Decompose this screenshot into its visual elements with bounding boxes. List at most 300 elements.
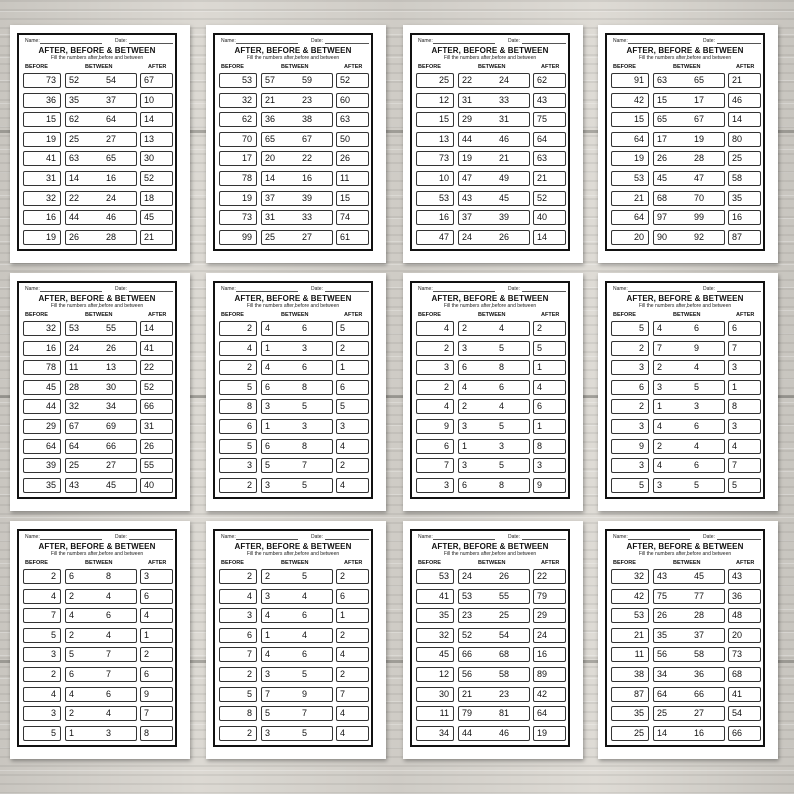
between-answer-box[interactable]	[653, 458, 725, 473]
before-answer-box[interactable]: 16	[416, 210, 454, 225]
between-answer-box[interactable]	[65, 73, 137, 88]
after-answer-box[interactable]: 4	[140, 608, 173, 623]
after-answer-box[interactable]: 14	[140, 321, 173, 336]
after-answer-box[interactable]: 41	[140, 341, 173, 356]
after-answer-box[interactable]: 4	[336, 647, 369, 662]
after-answer-box[interactable]: 67	[140, 73, 173, 88]
before-answer-box[interactable]: 10	[416, 171, 454, 186]
between-answer-box[interactable]	[65, 419, 137, 434]
before-answer-box[interactable]: 21	[611, 628, 649, 643]
after-answer-box[interactable]: 24	[533, 628, 566, 643]
before-answer-box[interactable]: 8	[219, 399, 257, 414]
between-answer-box[interactable]	[458, 93, 530, 108]
after-answer-box[interactable]: 4	[336, 726, 369, 741]
after-answer-box[interactable]: 3	[728, 419, 761, 434]
before-answer-box[interactable]: 2	[23, 667, 61, 682]
after-answer-box[interactable]: 21	[140, 230, 173, 245]
before-answer-box[interactable]: 41	[416, 589, 454, 604]
before-answer-box[interactable]: 15	[416, 112, 454, 127]
before-answer-box[interactable]: 4	[23, 589, 61, 604]
before-answer-box[interactable]: 3	[611, 458, 649, 473]
before-answer-box[interactable]: 3	[219, 608, 257, 623]
between-answer-box[interactable]	[261, 321, 333, 336]
between-answer-box[interactable]	[261, 589, 333, 604]
between-answer-box[interactable]	[653, 589, 725, 604]
between-answer-box[interactable]	[458, 191, 530, 206]
after-answer-box[interactable]: 21	[533, 171, 566, 186]
between-answer-box[interactable]	[653, 399, 725, 414]
between-answer-box[interactable]	[261, 419, 333, 434]
between-answer-box[interactable]	[261, 360, 333, 375]
between-answer-box[interactable]	[261, 151, 333, 166]
between-answer-box[interactable]	[458, 706, 530, 721]
after-answer-box[interactable]: 80	[728, 132, 761, 147]
after-answer-box[interactable]: 2	[140, 647, 173, 662]
after-answer-box[interactable]: 4	[728, 439, 761, 454]
before-answer-box[interactable]: 5	[23, 628, 61, 643]
before-answer-box[interactable]: 19	[611, 151, 649, 166]
between-answer-box[interactable]	[653, 628, 725, 643]
before-answer-box[interactable]: 42	[611, 589, 649, 604]
after-answer-box[interactable]: 14	[140, 112, 173, 127]
before-answer-box[interactable]: 9	[611, 439, 649, 454]
after-answer-box[interactable]: 89	[533, 667, 566, 682]
after-answer-box[interactable]: 62	[533, 73, 566, 88]
between-answer-box[interactable]	[458, 112, 530, 127]
before-answer-box[interactable]: 47	[416, 230, 454, 245]
after-answer-box[interactable]: 1	[336, 360, 369, 375]
after-answer-box[interactable]: 7	[336, 687, 369, 702]
between-answer-box[interactable]	[65, 93, 137, 108]
before-answer-box[interactable]: 5	[611, 321, 649, 336]
before-answer-box[interactable]: 87	[611, 687, 649, 702]
after-answer-box[interactable]: 61	[336, 230, 369, 245]
between-answer-box[interactable]	[653, 726, 725, 741]
before-answer-box[interactable]: 5	[23, 726, 61, 741]
after-answer-box[interactable]: 52	[140, 380, 173, 395]
after-answer-box[interactable]: 74	[336, 210, 369, 225]
after-answer-box[interactable]: 4	[336, 706, 369, 721]
after-answer-box[interactable]: 2	[336, 569, 369, 584]
before-answer-box[interactable]: 4	[416, 321, 454, 336]
before-answer-box[interactable]: 73	[416, 151, 454, 166]
between-answer-box[interactable]	[458, 439, 530, 454]
after-answer-box[interactable]: 9	[533, 478, 566, 493]
between-answer-box[interactable]	[458, 458, 530, 473]
before-answer-box[interactable]: 62	[219, 112, 257, 127]
before-answer-box[interactable]: 3	[416, 360, 454, 375]
between-answer-box[interactable]	[65, 191, 137, 206]
after-answer-box[interactable]: 22	[533, 569, 566, 584]
after-answer-box[interactable]: 31	[140, 419, 173, 434]
after-answer-box[interactable]: 5	[336, 321, 369, 336]
after-answer-box[interactable]: 58	[728, 171, 761, 186]
after-answer-box[interactable]: 20	[728, 628, 761, 643]
before-answer-box[interactable]: 6	[416, 439, 454, 454]
after-answer-box[interactable]: 46	[728, 93, 761, 108]
after-answer-box[interactable]: 16	[728, 210, 761, 225]
before-answer-box[interactable]: 15	[23, 112, 61, 127]
between-answer-box[interactable]	[458, 478, 530, 493]
between-answer-box[interactable]	[65, 321, 137, 336]
between-answer-box[interactable]	[653, 419, 725, 434]
before-answer-box[interactable]: 53	[416, 569, 454, 584]
before-answer-box[interactable]: 34	[416, 726, 454, 741]
before-answer-box[interactable]: 19	[23, 230, 61, 245]
before-answer-box[interactable]: 2	[416, 341, 454, 356]
between-answer-box[interactable]	[458, 667, 530, 682]
after-answer-box[interactable]: 2	[336, 458, 369, 473]
before-answer-box[interactable]: 2	[611, 399, 649, 414]
after-answer-box[interactable]: 40	[140, 478, 173, 493]
before-answer-box[interactable]: 2	[219, 667, 257, 682]
before-answer-box[interactable]: 36	[23, 93, 61, 108]
between-answer-box[interactable]	[458, 589, 530, 604]
between-answer-box[interactable]	[653, 112, 725, 127]
before-answer-box[interactable]: 35	[416, 608, 454, 623]
before-answer-box[interactable]: 32	[611, 569, 649, 584]
after-answer-box[interactable]: 1	[336, 608, 369, 623]
between-answer-box[interactable]	[261, 341, 333, 356]
after-answer-box[interactable]: 41	[728, 687, 761, 702]
between-answer-box[interactable]	[653, 380, 725, 395]
before-answer-box[interactable]: 2	[219, 478, 257, 493]
between-answer-box[interactable]	[261, 230, 333, 245]
between-answer-box[interactable]	[261, 73, 333, 88]
after-answer-box[interactable]: 4	[336, 478, 369, 493]
before-answer-box[interactable]: 78	[219, 171, 257, 186]
after-answer-box[interactable]: 66	[140, 399, 173, 414]
after-answer-box[interactable]: 14	[728, 112, 761, 127]
before-answer-box[interactable]: 6	[219, 628, 257, 643]
before-answer-box[interactable]: 64	[23, 439, 61, 454]
after-answer-box[interactable]: 36	[728, 589, 761, 604]
after-answer-box[interactable]: 52	[336, 73, 369, 88]
after-answer-box[interactable]: 21	[728, 73, 761, 88]
between-answer-box[interactable]	[458, 341, 530, 356]
before-answer-box[interactable]: 53	[611, 171, 649, 186]
before-answer-box[interactable]: 38	[611, 667, 649, 682]
before-answer-box[interactable]: 78	[23, 360, 61, 375]
before-answer-box[interactable]: 2	[219, 569, 257, 584]
between-answer-box[interactable]	[261, 726, 333, 741]
between-answer-box[interactable]	[458, 132, 530, 147]
after-answer-box[interactable]: 25	[728, 151, 761, 166]
before-answer-box[interactable]: 15	[611, 112, 649, 127]
after-answer-box[interactable]: 22	[140, 360, 173, 375]
between-answer-box[interactable]	[458, 647, 530, 662]
after-answer-box[interactable]: 52	[140, 171, 173, 186]
after-answer-box[interactable]: 2	[336, 667, 369, 682]
before-answer-box[interactable]: 31	[23, 171, 61, 186]
before-answer-box[interactable]: 17	[219, 151, 257, 166]
between-answer-box[interactable]	[65, 230, 137, 245]
before-answer-box[interactable]: 5	[611, 478, 649, 493]
between-answer-box[interactable]	[653, 706, 725, 721]
between-answer-box[interactable]	[65, 726, 137, 741]
after-answer-box[interactable]: 6	[140, 589, 173, 604]
between-answer-box[interactable]	[65, 151, 137, 166]
after-answer-box[interactable]: 16	[533, 647, 566, 662]
before-answer-box[interactable]: 25	[416, 73, 454, 88]
after-answer-box[interactable]: 63	[336, 112, 369, 127]
between-answer-box[interactable]	[65, 706, 137, 721]
between-answer-box[interactable]	[261, 380, 333, 395]
between-answer-box[interactable]	[653, 360, 725, 375]
between-answer-box[interactable]	[653, 93, 725, 108]
between-answer-box[interactable]	[653, 191, 725, 206]
between-answer-box[interactable]	[458, 360, 530, 375]
between-answer-box[interactable]	[458, 569, 530, 584]
before-answer-box[interactable]: 35	[611, 706, 649, 721]
after-answer-box[interactable]: 43	[728, 569, 761, 584]
before-answer-box[interactable]: 3	[23, 706, 61, 721]
between-answer-box[interactable]	[65, 628, 137, 643]
before-answer-box[interactable]: 5	[219, 439, 257, 454]
before-answer-box[interactable]: 64	[611, 132, 649, 147]
between-answer-box[interactable]	[653, 439, 725, 454]
before-answer-box[interactable]: 91	[611, 73, 649, 88]
between-answer-box[interactable]	[261, 132, 333, 147]
after-answer-box[interactable]: 35	[728, 191, 761, 206]
after-answer-box[interactable]: 52	[533, 191, 566, 206]
after-answer-box[interactable]: 18	[140, 191, 173, 206]
before-answer-box[interactable]: 42	[611, 93, 649, 108]
before-answer-box[interactable]: 6	[611, 380, 649, 395]
after-answer-box[interactable]: 60	[336, 93, 369, 108]
after-answer-box[interactable]: 43	[533, 93, 566, 108]
before-answer-box[interactable]: 2	[219, 726, 257, 741]
before-answer-box[interactable]: 4	[219, 589, 257, 604]
before-answer-box[interactable]: 3	[611, 419, 649, 434]
before-answer-box[interactable]: 6	[219, 419, 257, 434]
after-answer-box[interactable]: 5	[533, 341, 566, 356]
after-answer-box[interactable]: 79	[533, 589, 566, 604]
between-answer-box[interactable]	[653, 341, 725, 356]
before-answer-box[interactable]: 30	[416, 687, 454, 702]
before-answer-box[interactable]: 11	[416, 706, 454, 721]
after-answer-box[interactable]: 2	[336, 341, 369, 356]
before-answer-box[interactable]: 41	[23, 151, 61, 166]
after-answer-box[interactable]: 15	[336, 191, 369, 206]
before-answer-box[interactable]: 25	[611, 726, 649, 741]
before-answer-box[interactable]: 32	[416, 628, 454, 643]
between-answer-box[interactable]	[65, 569, 137, 584]
before-answer-box[interactable]: 2	[416, 380, 454, 395]
after-answer-box[interactable]: 7	[140, 706, 173, 721]
between-answer-box[interactable]	[458, 230, 530, 245]
between-answer-box[interactable]	[653, 667, 725, 682]
between-answer-box[interactable]	[65, 360, 137, 375]
after-answer-box[interactable]: 10	[140, 93, 173, 108]
between-answer-box[interactable]	[458, 73, 530, 88]
between-answer-box[interactable]	[458, 608, 530, 623]
after-answer-box[interactable]: 6	[336, 589, 369, 604]
after-answer-box[interactable]: 73	[728, 647, 761, 662]
between-answer-box[interactable]	[65, 667, 137, 682]
after-answer-box[interactable]: 8	[140, 726, 173, 741]
after-answer-box[interactable]: 66	[728, 726, 761, 741]
after-answer-box[interactable]: 75	[533, 112, 566, 127]
between-answer-box[interactable]	[65, 132, 137, 147]
after-answer-box[interactable]: 63	[533, 151, 566, 166]
after-answer-box[interactable]: 26	[336, 151, 369, 166]
after-answer-box[interactable]: 1	[728, 380, 761, 395]
between-answer-box[interactable]	[458, 419, 530, 434]
between-answer-box[interactable]	[261, 112, 333, 127]
before-answer-box[interactable]: 32	[23, 191, 61, 206]
after-answer-box[interactable]: 19	[533, 726, 566, 741]
between-answer-box[interactable]	[65, 439, 137, 454]
between-answer-box[interactable]	[261, 399, 333, 414]
between-answer-box[interactable]	[653, 151, 725, 166]
before-answer-box[interactable]: 2	[23, 569, 61, 584]
before-answer-box[interactable]: 53	[611, 608, 649, 623]
after-answer-box[interactable]: 64	[533, 706, 566, 721]
between-answer-box[interactable]	[653, 132, 725, 147]
before-answer-box[interactable]: 2	[219, 321, 257, 336]
before-answer-box[interactable]: 5	[219, 687, 257, 702]
between-answer-box[interactable]	[653, 569, 725, 584]
between-answer-box[interactable]	[458, 171, 530, 186]
between-answer-box[interactable]	[261, 687, 333, 702]
between-answer-box[interactable]	[653, 73, 725, 88]
after-answer-box[interactable]: 7	[728, 458, 761, 473]
before-answer-box[interactable]: 3	[23, 647, 61, 662]
before-answer-box[interactable]: 2	[611, 341, 649, 356]
between-answer-box[interactable]	[261, 171, 333, 186]
between-answer-box[interactable]	[65, 608, 137, 623]
before-answer-box[interactable]: 8	[219, 706, 257, 721]
after-answer-box[interactable]: 3	[336, 419, 369, 434]
between-answer-box[interactable]	[261, 210, 333, 225]
before-answer-box[interactable]: 19	[219, 191, 257, 206]
before-answer-box[interactable]: 13	[416, 132, 454, 147]
between-answer-box[interactable]	[261, 191, 333, 206]
after-answer-box[interactable]: 5	[728, 478, 761, 493]
between-answer-box[interactable]	[65, 399, 137, 414]
after-answer-box[interactable]: 6	[533, 399, 566, 414]
after-answer-box[interactable]: 7	[728, 341, 761, 356]
after-answer-box[interactable]: 14	[533, 230, 566, 245]
after-answer-box[interactable]: 48	[728, 608, 761, 623]
between-answer-box[interactable]	[261, 667, 333, 682]
after-answer-box[interactable]: 42	[533, 687, 566, 702]
between-answer-box[interactable]	[261, 569, 333, 584]
between-answer-box[interactable]	[653, 210, 725, 225]
after-answer-box[interactable]: 5	[336, 399, 369, 414]
between-answer-box[interactable]	[458, 726, 530, 741]
before-answer-box[interactable]: 70	[219, 132, 257, 147]
after-answer-box[interactable]: 2	[533, 321, 566, 336]
after-answer-box[interactable]: 1	[533, 360, 566, 375]
after-answer-box[interactable]: 87	[728, 230, 761, 245]
before-answer-box[interactable]: 12	[416, 93, 454, 108]
after-answer-box[interactable]: 30	[140, 151, 173, 166]
after-answer-box[interactable]: 11	[336, 171, 369, 186]
before-answer-box[interactable]: 73	[219, 210, 257, 225]
before-answer-box[interactable]: 12	[416, 667, 454, 682]
before-answer-box[interactable]: 3	[219, 458, 257, 473]
before-answer-box[interactable]: 7	[219, 647, 257, 662]
before-answer-box[interactable]: 19	[23, 132, 61, 147]
between-answer-box[interactable]	[653, 321, 725, 336]
before-answer-box[interactable]: 5	[219, 380, 257, 395]
between-answer-box[interactable]	[65, 647, 137, 662]
before-answer-box[interactable]: 44	[23, 399, 61, 414]
before-answer-box[interactable]: 4	[416, 399, 454, 414]
between-answer-box[interactable]	[65, 112, 137, 127]
between-answer-box[interactable]	[458, 210, 530, 225]
between-answer-box[interactable]	[261, 478, 333, 493]
after-answer-box[interactable]: 68	[728, 667, 761, 682]
before-answer-box[interactable]: 4	[219, 341, 257, 356]
before-answer-box[interactable]: 9	[416, 419, 454, 434]
after-answer-box[interactable]: 1	[533, 419, 566, 434]
before-answer-box[interactable]: 64	[611, 210, 649, 225]
after-answer-box[interactable]: 26	[140, 439, 173, 454]
before-answer-box[interactable]: 29	[23, 419, 61, 434]
between-answer-box[interactable]	[653, 171, 725, 186]
between-answer-box[interactable]	[458, 321, 530, 336]
between-answer-box[interactable]	[261, 628, 333, 643]
before-answer-box[interactable]: 4	[23, 687, 61, 702]
before-answer-box[interactable]: 53	[219, 73, 257, 88]
before-answer-box[interactable]: 20	[611, 230, 649, 245]
between-answer-box[interactable]	[65, 589, 137, 604]
before-answer-box[interactable]: 11	[611, 647, 649, 662]
after-answer-box[interactable]: 45	[140, 210, 173, 225]
after-answer-box[interactable]: 3	[533, 458, 566, 473]
before-answer-box[interactable]: 53	[416, 191, 454, 206]
after-answer-box[interactable]: 3	[140, 569, 173, 584]
after-answer-box[interactable]: 50	[336, 132, 369, 147]
before-answer-box[interactable]: 3	[416, 478, 454, 493]
before-answer-box[interactable]: 35	[23, 478, 61, 493]
before-answer-box[interactable]: 21	[611, 191, 649, 206]
after-answer-box[interactable]: 54	[728, 706, 761, 721]
after-answer-box[interactable]: 40	[533, 210, 566, 225]
between-answer-box[interactable]	[458, 399, 530, 414]
before-answer-box[interactable]: 16	[23, 210, 61, 225]
between-answer-box[interactable]	[65, 478, 137, 493]
before-answer-box[interactable]: 16	[23, 341, 61, 356]
after-answer-box[interactable]: 8	[728, 399, 761, 414]
between-answer-box[interactable]	[261, 93, 333, 108]
between-answer-box[interactable]	[65, 171, 137, 186]
before-answer-box[interactable]: 2	[219, 360, 257, 375]
before-answer-box[interactable]: 45	[416, 647, 454, 662]
after-answer-box[interactable]: 4	[336, 439, 369, 454]
after-answer-box[interactable]: 8	[533, 439, 566, 454]
between-answer-box[interactable]	[458, 380, 530, 395]
after-answer-box[interactable]: 4	[533, 380, 566, 395]
between-answer-box[interactable]	[65, 341, 137, 356]
between-answer-box[interactable]	[653, 478, 725, 493]
between-answer-box[interactable]	[653, 687, 725, 702]
after-answer-box[interactable]: 1	[140, 628, 173, 643]
before-answer-box[interactable]: 32	[219, 93, 257, 108]
between-answer-box[interactable]	[65, 458, 137, 473]
before-answer-box[interactable]: 45	[23, 380, 61, 395]
between-answer-box[interactable]	[458, 687, 530, 702]
after-answer-box[interactable]: 64	[533, 132, 566, 147]
between-answer-box[interactable]	[458, 628, 530, 643]
after-answer-box[interactable]: 55	[140, 458, 173, 473]
between-answer-box[interactable]	[65, 687, 137, 702]
between-answer-box[interactable]	[653, 647, 725, 662]
between-answer-box[interactable]	[261, 647, 333, 662]
